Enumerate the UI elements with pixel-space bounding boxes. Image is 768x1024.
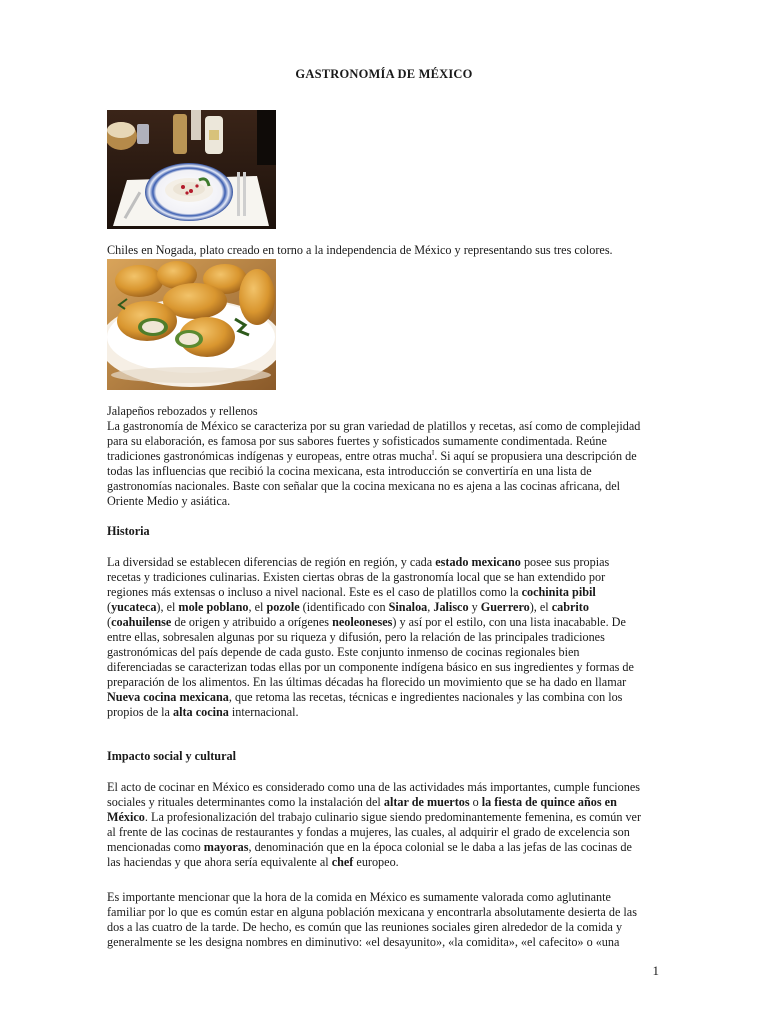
chiles-en-nogada-photo <box>107 110 276 229</box>
jalapenos-rellenos-photo <box>107 259 276 390</box>
historia-paragraph: La diversidad se establecen diferencias de región en región, y cada estado mexicano posee sus propias recetas y tradiciones culinarias. Existen ciertas obras de la gastronomía local que se han extendido por regiones más extensas o incluso a nivel nacional. Este es el caso de platillos como la cochinita pibil (yucateca), el mole poblano, el pozole (identificado con Sinaloa, Jalisco y Guerrero), el cabrito (coahuilense de origen y atribuido a orígenes neoleoneses) y así por el estilo, con una lista inacabable. De entre ellas, sobresalen algunas por su riqueza y difusión, pero la relación de las principales tradiciones gastronómicas del país depende de cada gusto. Este conjunto inmenso de cocinas regionales bien diferenciadas se caracterizan todas ellas por un componente indígena básico en sus ingredientes y formas de preparación de los alimentos. En las últimas décadas ha florecido un movimiento que se ha dado en llamar Nueva cocina mexicana, que retoma las recetas, técnicas e ingredientes nacionales y las combina con los propios de la alta cocina internacional. <box>107 555 634 719</box>
section-heading-impacto: Impacto social y cultural <box>107 749 236 763</box>
intro-section <box>107 404 659 509</box>
page-number: 1 <box>652 963 659 978</box>
footnote-marker: I <box>431 448 435 457</box>
impacto-paragraph: El acto de cocinar en México es considerado como una de las actividades más importantes, cumple funciones sociales y rituales determinantes como la instalación del altar de muertos o la fiesta de quince años en México. La profesionalización del trabajo culinario sigue siendo predominantemente femenina, es común ver al frente de las cocinas de restaurantes y fondas a mujeres, las cuales, al adquirir el grado de excelencia son mencionadas como mayoras, denominación que en la época colonial se le daba a las jefas de las cocinas de las haciendas y que ahora sería equivalente al chef europeo. <box>107 780 642 869</box>
caption-chiles-en-nogada: Chiles en Nogada, plato creado en torno a la independencia de México y representando sus tres colores. <box>107 243 613 257</box>
caption-jalapenos: Jalapeños rebozados y rellenos <box>107 404 258 418</box>
intro-paragraph: La gastronomía de México se caracteriza por su gran variedad de platillos y recetas, así como de complejidad para su elaboración, es famosa por sus sabores fuertes y sofisticados sumamente condimentada. Reúne tradiciones gastronómicas indígenas y europeas, entre otras mucha$^I$. Si aquí se propusiera una descripción de todas las influencias que recibió la cocina mexicana, esta introducción se convertiría en una lista de gastronomías nacionales. Baste con señalar que la cocina mexicana no es ajena a las cocinas africana, del Oriente Medio y asiática. <box>107 419 641 508</box>
section-heading-historia: Historia <box>107 524 150 538</box>
importante-paragraph: Es importante mencionar que la hora de la comida en México es sumamente valorada como aglutinante familiar por lo que es común estar en alguna población mexicana y encontrarla absolutamente desierta de las dos a las cuatro de la tarde. De hecho, es común que las reuniones sociales giren alrededor de la comida y generalmente se les designa nombres en diminutivo: «el desayunito», «la comidita», «el cafecito» o «una <box>107 890 637 949</box>
page-title: GASTRONOMÍA DE MÉXICO <box>295 67 473 81</box>
